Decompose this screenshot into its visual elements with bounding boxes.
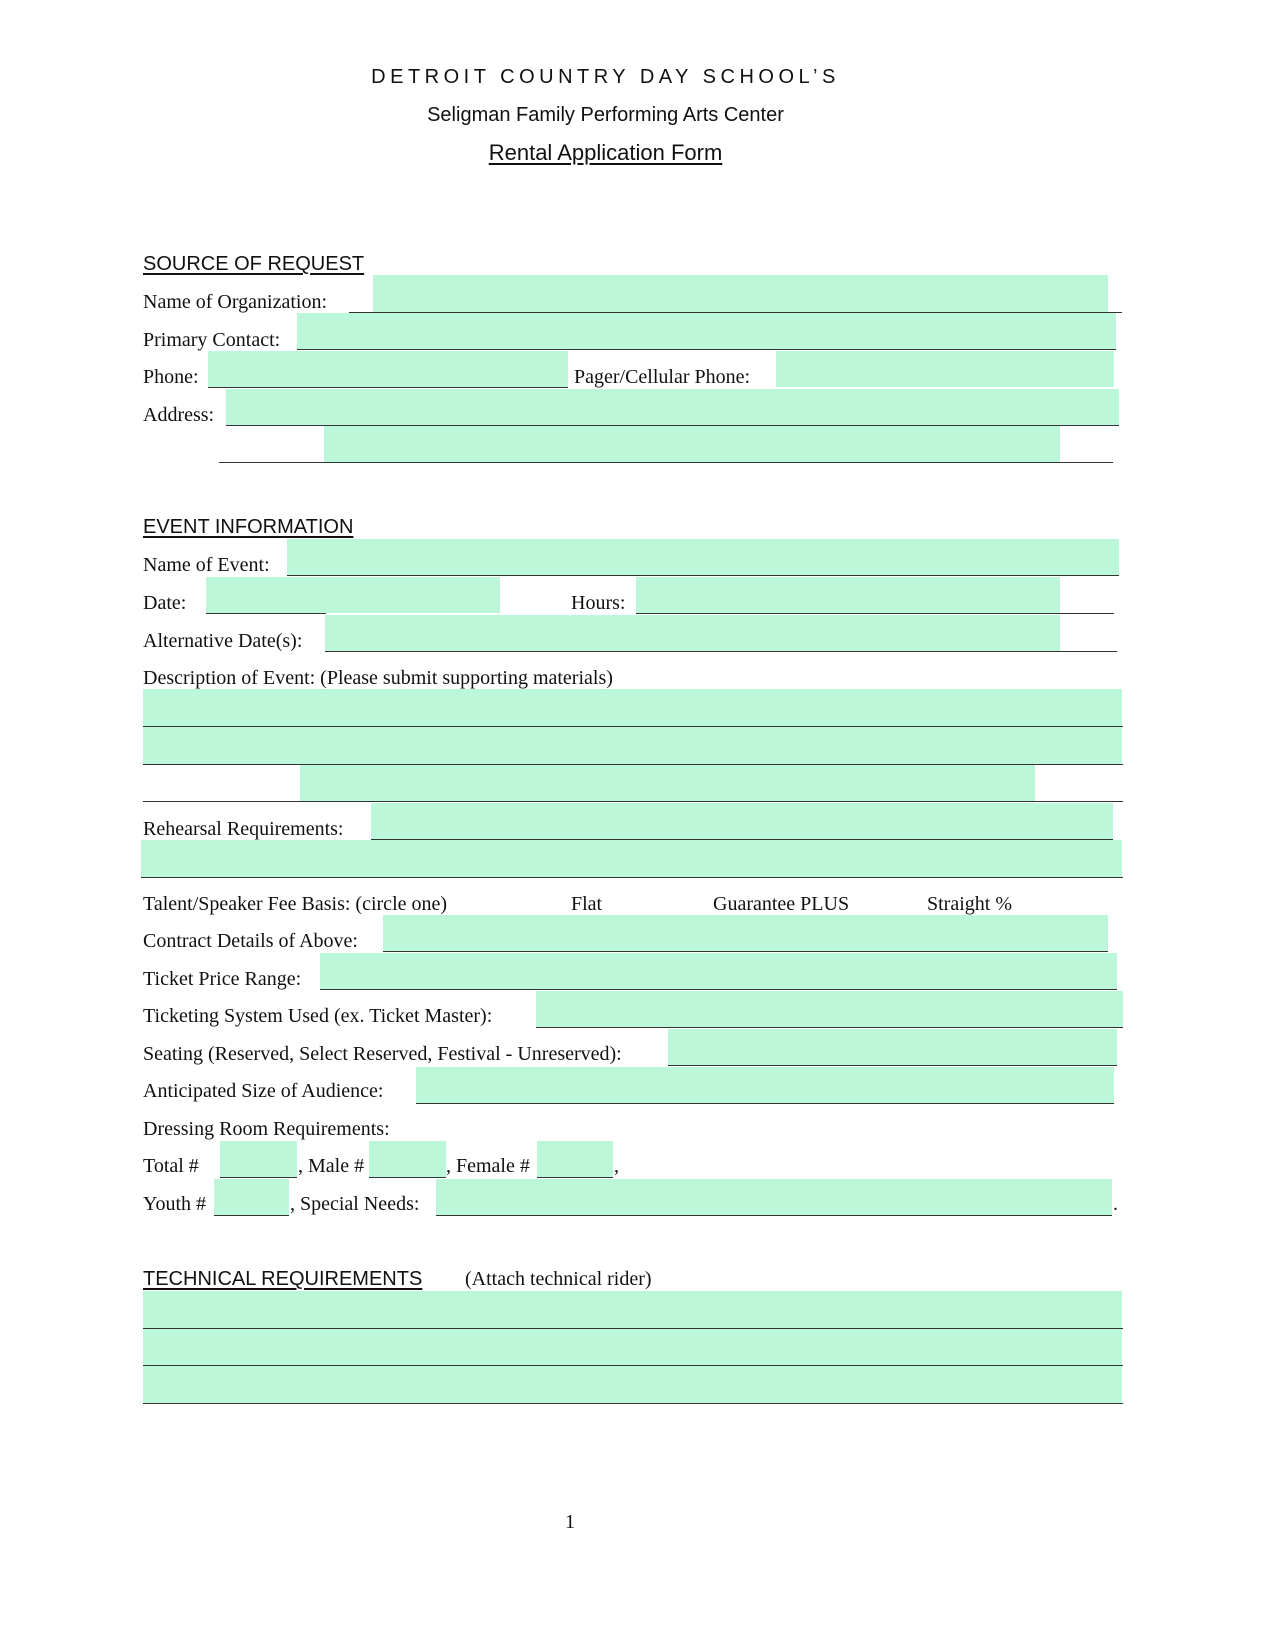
male-label: , Male # bbox=[298, 1155, 365, 1177]
rehearsal-field-line2[interactable] bbox=[141, 840, 1122, 877]
source-heading: SOURCE OF REQUEST bbox=[143, 253, 365, 275]
technical-heading: TECHNICAL REQUIREMENTS bbox=[143, 1268, 423, 1290]
date-field[interactable] bbox=[206, 577, 500, 613]
form-title: Rental Application Form bbox=[488, 140, 723, 165]
contract-details-field[interactable] bbox=[383, 915, 1108, 951]
date-label: Date: bbox=[143, 592, 187, 614]
org-label: Name of Organization: bbox=[143, 291, 328, 313]
fee-basis-label: Talent/Speaker Fee Basis: (circle one) bbox=[143, 893, 448, 915]
dressing-room-label: Dressing Room Requirements: bbox=[143, 1118, 390, 1140]
address-label: Address: bbox=[143, 404, 215, 426]
pager-label: Pager/Cellular Phone: bbox=[574, 366, 751, 388]
youth-field[interactable] bbox=[214, 1179, 289, 1215]
primary-contact-field[interactable] bbox=[297, 313, 1116, 349]
fee-option-flat[interactable]: Flat bbox=[571, 893, 603, 915]
special-needs-field[interactable] bbox=[436, 1179, 1112, 1215]
address-field-line1[interactable] bbox=[226, 389, 1119, 425]
ticketing-label: Ticketing System Used (ex. Ticket Master): bbox=[143, 1005, 493, 1027]
description-field-line1[interactable] bbox=[143, 689, 1122, 726]
female-field[interactable] bbox=[537, 1141, 613, 1177]
ticket-price-label: Ticket Price Range: bbox=[143, 968, 302, 990]
technical-note: (Attach technical rider) bbox=[465, 1268, 652, 1290]
technical-field-line2[interactable] bbox=[143, 1329, 1122, 1365]
ticketing-system-field[interactable] bbox=[536, 991, 1123, 1027]
seating-field[interactable] bbox=[668, 1029, 1117, 1065]
total-label: Total # bbox=[143, 1155, 199, 1177]
contract-label: Contract Details of Above: bbox=[143, 930, 358, 952]
special-needs-label: , Special Needs: bbox=[290, 1193, 420, 1215]
description-label: Description of Event: (Please submit supporting materials) bbox=[143, 667, 613, 689]
hours-field[interactable] bbox=[636, 577, 1060, 613]
address-field-line2[interactable] bbox=[324, 426, 1060, 462]
fee-option-straight-percent[interactable]: Straight % bbox=[927, 893, 1012, 915]
ticket-price-field[interactable] bbox=[320, 953, 1117, 989]
technical-field-line1[interactable] bbox=[143, 1291, 1122, 1328]
audience-label: Anticipated Size of Audience: bbox=[143, 1080, 384, 1102]
period: . bbox=[1113, 1193, 1118, 1215]
event-heading: EVENT INFORMATION bbox=[143, 516, 354, 538]
comma: , bbox=[614, 1155, 619, 1177]
phone-label: Phone: bbox=[143, 366, 199, 388]
audience-size-field[interactable] bbox=[416, 1067, 1114, 1103]
school-name: DETROIT COUNTRY DAY SCHOOL’S bbox=[371, 66, 840, 88]
youth-label: Youth # bbox=[143, 1193, 206, 1215]
alternative-dates-field[interactable] bbox=[325, 615, 1060, 651]
male-field[interactable] bbox=[369, 1141, 446, 1177]
organization-field[interactable] bbox=[373, 275, 1108, 312]
cellular-phone-field[interactable] bbox=[776, 351, 1114, 387]
hours-label: Hours: bbox=[571, 592, 626, 614]
female-label: , Female # bbox=[446, 1155, 530, 1177]
description-field-line2[interactable] bbox=[143, 727, 1122, 764]
center-name: Seligman Family Performing Arts Center bbox=[427, 104, 784, 126]
phone-field[interactable] bbox=[208, 351, 568, 387]
description-field-line3[interactable] bbox=[300, 765, 1035, 801]
technical-field-line3[interactable] bbox=[143, 1366, 1122, 1403]
page-number: 1 bbox=[565, 1511, 575, 1533]
contact-label: Primary Contact: bbox=[143, 329, 281, 351]
event-name-field[interactable] bbox=[287, 539, 1119, 575]
alt-date-label: Alternative Date(s): bbox=[143, 630, 303, 652]
rehearsal-label: Rehearsal Requirements: bbox=[143, 818, 344, 840]
fee-option-guarantee-plus[interactable]: Guarantee PLUS bbox=[713, 893, 850, 915]
event-name-label: Name of Event: bbox=[143, 554, 270, 576]
seating-label: Seating (Reserved, Select Reserved, Festival - Unreserved): bbox=[143, 1043, 622, 1065]
total-field[interactable] bbox=[220, 1141, 297, 1177]
rehearsal-field-line1[interactable] bbox=[371, 803, 1113, 839]
